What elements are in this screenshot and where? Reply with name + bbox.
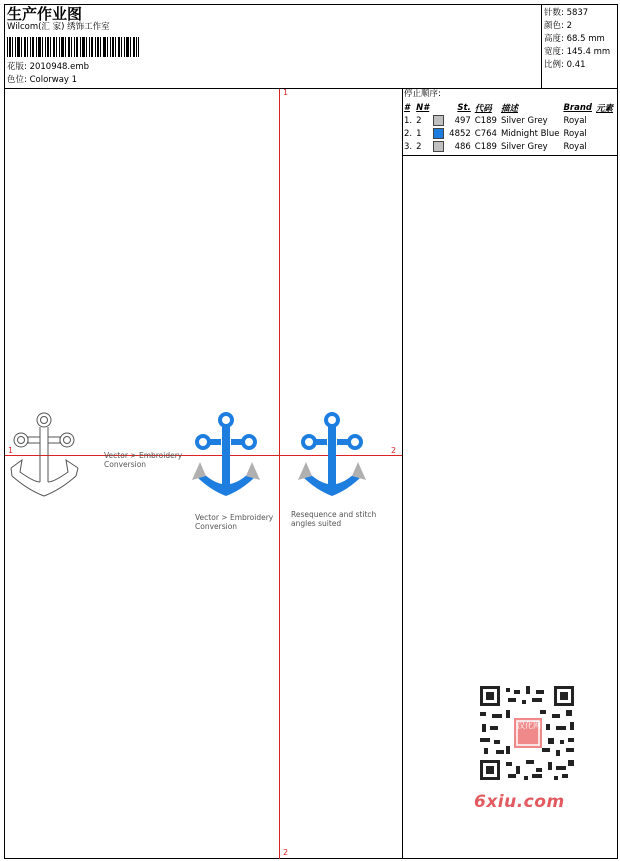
design-file: 2010948.emb [29,62,90,72]
colorway-value: Colorway 1 [29,75,78,85]
col-needle: N# [416,102,430,113]
qr-code-image [470,680,586,790]
anchor-blue-resequenced-icon [296,410,370,502]
header-divider [4,88,618,89]
marker-left: 1 [8,446,14,455]
col-index: # [404,102,410,113]
anchor-blue-icon [190,410,264,502]
design-label: 花版: [7,62,27,72]
stat-width: 宽度: 145.4 mm [544,47,611,57]
stat-scale: 比例: 0.41 [544,60,586,70]
qr-watermark [470,680,586,808]
color-table-divider [402,155,618,156]
company-name: Wilcom(汇 家) 绣饰工作室 [7,22,110,32]
page-title: 生产作业图 [7,5,83,23]
stat-stitches: 针数: 5837 [544,8,589,18]
stat-colors: 颜色: 2 [544,21,572,31]
stat-height: 高度: 68.5 mm [544,34,605,44]
col-description: 描述 [500,103,518,114]
note-middle: Vector > Embroidery Conversion [195,513,274,531]
color-swatch [433,115,444,126]
barcode-image [7,37,139,57]
marker-bottom: 2 [283,848,289,857]
marker-right: 2 [391,446,397,455]
table-row: 3. 2 486 C189 Silver Grey Royal [404,141,587,152]
watermark-brand: 6xiu.com [474,792,565,812]
table-row: 1. 2 497 C189 Silver Grey Royal [404,115,587,126]
marker-top: 1 [283,88,289,97]
color-sequence-table [402,101,615,153]
colorway-label: 色位: [7,75,27,85]
colorway-row [7,75,77,86]
table-header-row [402,101,615,114]
stats-divider [541,4,542,88]
stats-block [544,6,616,86]
stop-sequence-title: 停止顺序: [404,89,441,99]
note-right: Resequence and stitch angles suited [291,510,377,528]
col-element: 元素 [595,103,613,114]
note-left: Vector > Embroidery Conversion [104,451,183,469]
table-row: 2. 1 4852 C764 Midnight Blue Royal [404,128,587,139]
anchor-outline-icon [8,410,82,502]
col-swatch [431,101,447,114]
col-stitches: St. [457,102,471,113]
seal-text: 汉化网 [517,721,541,730]
col-code: 代码 [474,103,492,114]
col-brand: Brand [563,102,592,113]
vertical-center-line [279,89,280,859]
color-swatch [433,141,444,152]
side-panel-divider [402,88,403,859]
design-file-row [7,62,89,73]
color-swatch [433,128,444,139]
